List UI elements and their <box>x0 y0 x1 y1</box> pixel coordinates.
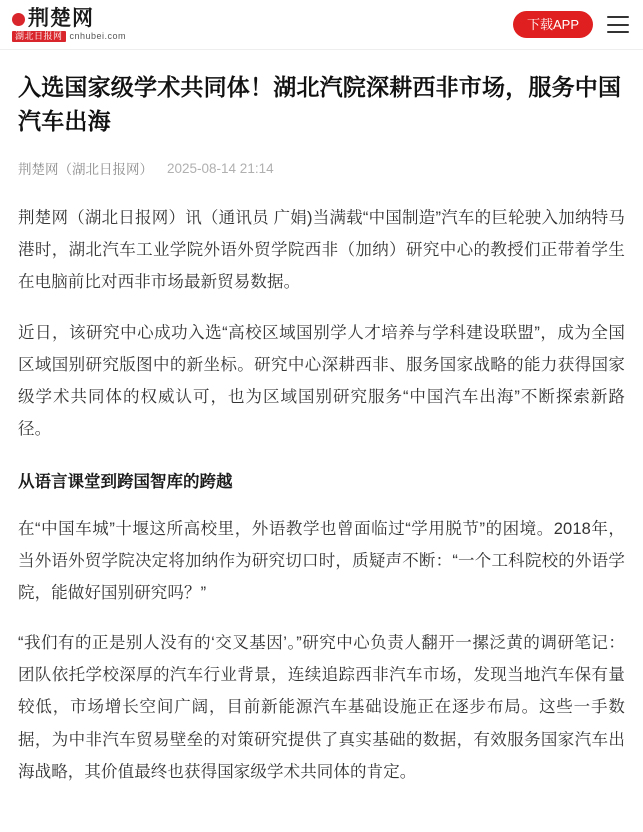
site-logo[interactable] <box>12 5 127 42</box>
menu-bar-1 <box>607 16 629 18</box>
logo-badge-cn: 湖北日报网 <box>12 31 66 42</box>
logo-mark <box>12 5 127 42</box>
sun-icon <box>12 13 25 26</box>
menu-bar-2 <box>607 24 629 26</box>
article-paragraph: 荆楚网（湖北日报网）讯（通讯员 广娟)当满载“中国制造”汽车的巨轮驶入加纳特马港时，湖北汽车工业学院外语外贸学院西非（加纳）研究中心的教授们正带着学生在电脑前比对西非市场最新贸易数据。 <box>18 209 625 292</box>
logo-sub-row <box>12 31 126 42</box>
article-source: 荆楚网（湖北日报网） <box>18 162 153 178</box>
page-title: 入选国家级学术共同体！湖北汽院深耕西非市场，服务中国汽车出海 <box>18 74 622 135</box>
logo-name: 荆楚网 <box>28 5 94 30</box>
article-body <box>18 202 625 788</box>
logo-top-row <box>12 5 94 30</box>
menu-bar-3 <box>607 31 629 33</box>
article-container <box>0 50 643 832</box>
article-paragraph: 近日，该研究中心成功入选“高校区域国别学人才培养与学科建设联盟”，成为全国区域国别研究版图中的新坐标。研究中心深耕西非、服务国家战略的能力获得国家级学术共同体的权威认可，也为区域国别研究服务“中国汽车出海”不断探索新路径。 <box>18 323 625 439</box>
logo-badge-en: cnhubei.com <box>69 30 127 41</box>
header-actions <box>513 11 629 39</box>
site-header <box>0 0 643 50</box>
article-timestamp: 2025-08-14 21:14 <box>167 160 274 176</box>
download-app-button[interactable]: 下载APP <box>513 11 593 39</box>
hamburger-menu-icon[interactable] <box>607 16 629 33</box>
article-paragraph: “我们有的正是别人没有的‘交叉基因’。”研究中心负责人翻开一摞泛黄的调研笔记：团队依托学校深厚的汽车行业背景，连续追踪西非汽车市场，发现当地汽车保有量较低，市场增长空间广阔，目前新能源汽车基础设施正在逐步布局。这些一手数据，为中非汽车贸易壁垒的对策研究提供了真实基础的数据，有效服务国家汽车出海战略，其价值最终也获得国家级学术共同体的肯定。 <box>18 634 625 781</box>
article-paragraph: 在“中国车城”十堰这所高校里，外语教学也曾面临过“学用脱节”的困境。2018年，当外语外贸学院决定将加纳作为研究切口时，质疑声不断：“一个工科院校的外语学院，能做好国别研究吗？” <box>18 519 625 602</box>
article-subheading: 从语言课堂到跨国智库的跨越 <box>18 473 233 492</box>
article-meta <box>18 158 625 178</box>
